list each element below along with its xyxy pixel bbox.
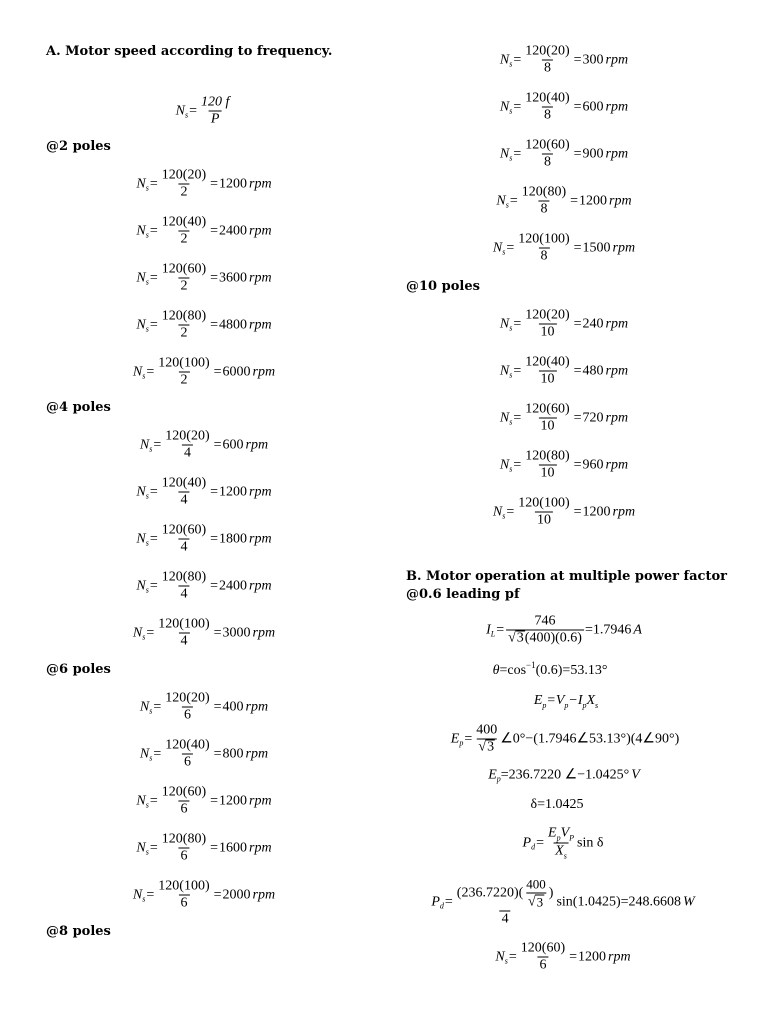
speed-equation-row: N s = $\frac{120(80)}{2}$ = 4800 rpm — [136, 308, 272, 341]
speed-equation-row: N s = $\frac{120(100)}{2}$ = 6000 rpm — [132, 355, 276, 388]
group-label-4-poles: @4 poles — [46, 400, 111, 415]
speed-equation-row: N s = $\frac{120(60)}{2}$ = 3600 rpm — [136, 261, 272, 294]
section-a-title: A. Motor speed according to frequency. — [46, 44, 333, 59]
ep-calculation: E p = 400 √ 3 ∠0°−(1.7946∠53.13°)(4∠90°) — [450, 722, 680, 755]
theta-equation: θ =cos −1 (0.6)=53.13° — [492, 660, 608, 678]
line-current-equation: I L = 746 √ 3 (400)(0.6) =1.7946 A — [486, 613, 642, 646]
speed-equation-row: N s = $\frac{120(20)}{4}$ = 600 rpm — [139, 428, 269, 461]
speed-equation-row: N s = $\frac{120(100)}{10}$ = 1200 rpm — [492, 495, 636, 528]
section-b-title: B. Motor operation at multiple power factor — [406, 569, 727, 584]
speed-equation-row: N s = $\frac{120(40)}{10}$ = 480 rpm — [499, 354, 629, 387]
pd-calculation: P d = (236.7220)( 400 √ 3 ) 4 sin(1.0425)=248.6608 W — [431, 876, 695, 927]
pd-formula: P d = $\frac{E_pV_P}{X_s}$ sin δ — [522, 825, 604, 861]
general-speed-formula: N s = $\frac{120 f}{P}$ — [175, 94, 230, 127]
group-label-10-poles: @10 poles — [406, 279, 480, 294]
speed-equation-row: N s = $\frac{120(20)}{8}$ = 300 rpm — [499, 43, 629, 76]
delta-value: δ=1.0425 — [530, 797, 584, 812]
group-label-8-poles: @8 poles — [46, 924, 111, 939]
speed-equation-row: N s = $\frac{120(100)}{6}$ = 2000 rpm — [132, 878, 276, 911]
speed-equation-row: N s = $\frac{120(100)}{4}$ = 3000 rpm — [132, 616, 276, 649]
speed-equation-row: N s = $\frac{120(80)}{8}$ = 1200 rpm — [496, 184, 632, 217]
speed-equation-row: N s = $\frac{120(80)}{6}$ = 1600 rpm — [136, 831, 272, 864]
speed-equation-row: N s = $\frac{120(60)}{6}$ = 1200 rpm — [136, 784, 272, 817]
speed-equation-row: N s = $\frac{120(40)}{6}$ = 800 rpm — [139, 737, 269, 770]
speed-equation-row: N s = $\frac{120(40)}{4}$ = 1200 rpm — [136, 475, 272, 508]
speed-equation-row: N s = $\frac{120(60)}{8}$ = 900 rpm — [499, 137, 629, 170]
ep-formula: E p =V p −I p X s — [533, 693, 599, 710]
speed-equation-row: N s = $\frac{120(20)}{10}$ = 240 rpm — [499, 307, 629, 340]
speed-equation-row: N s = $\frac{120(100)}{8}$ = 1500 rpm — [492, 231, 636, 264]
speed-equation-row: N s = $\frac{120(20)}{6}$ = 400 rpm — [139, 690, 269, 723]
ns-final-equation: N s = $\frac{120(60)}{6}$ = 1200 rpm — [495, 940, 631, 973]
speed-equation-row: N s = $\frac{120(80)}{4}$ = 2400 rpm — [136, 569, 272, 602]
speed-equation-row: N s = $\frac{120(60)}{10}$ = 720 rpm — [499, 401, 629, 434]
ep-result: E p =236.7220 ∠−1.0425° V — [488, 767, 640, 784]
speed-equation-row: N s = $\frac{120(40)}{2}$ = 2400 rpm — [136, 214, 272, 247]
speed-equation-row: N s = $\frac{120(60)}{4}$ = 1800 rpm — [136, 522, 272, 555]
speed-equation-row: N s = $\frac{120(20)}{2}$ = 1200 rpm — [136, 167, 272, 200]
group-label-6-poles: @6 poles — [46, 662, 111, 677]
speed-equation-row: N s = $\frac{120(80)}{10}$ = 960 rpm — [499, 448, 629, 481]
group-label-2-poles: @2 poles — [46, 139, 111, 154]
speed-equation-row: N s = $\frac{120(40)}{8}$ = 600 rpm — [499, 90, 629, 123]
section-b-subtitle: @0.6 leading pf — [406, 587, 520, 602]
